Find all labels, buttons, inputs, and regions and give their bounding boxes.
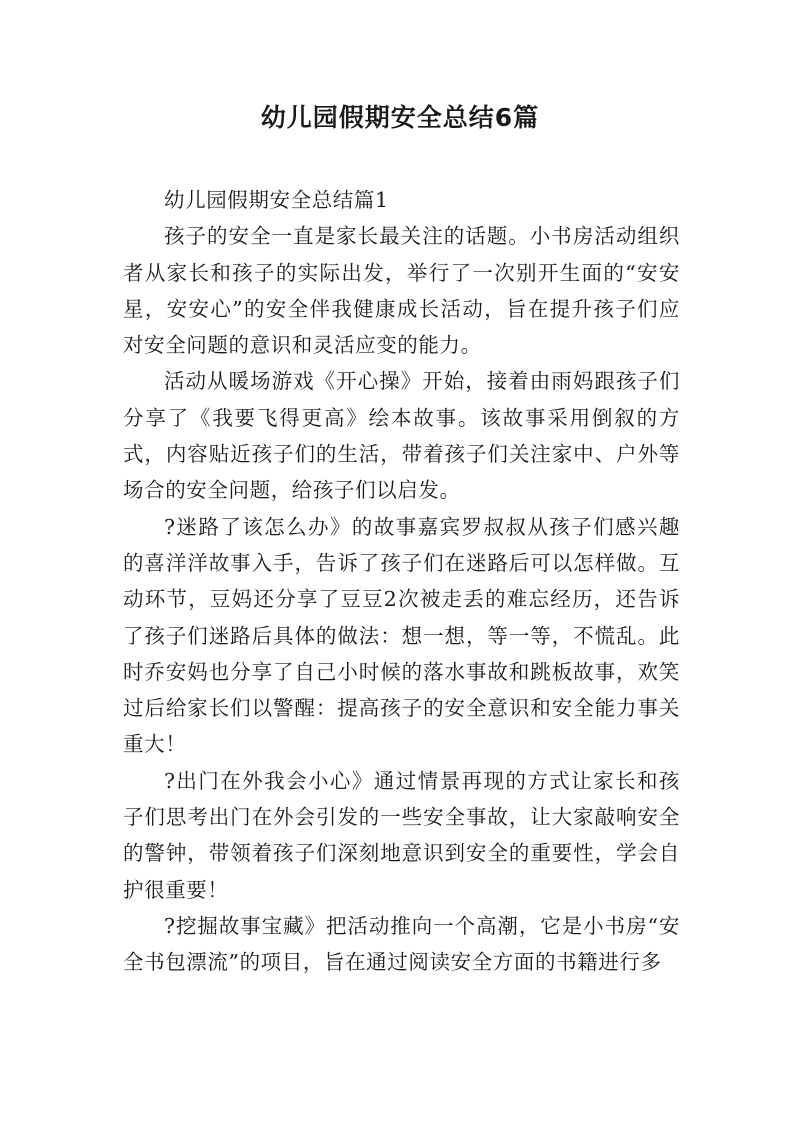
- paragraph: ?挖掘故事宝藏》把活动推向一个高潮，它是小书房“安全书包漂流”的项目，旨在通过阅读安全方面的书籍进行多: [123, 913, 680, 975]
- paragraph: ?迷路了该怎么办》的故事嘉宾罗叔叔从孩子们感兴趣的喜洋洋故事入手，告诉了孩子们在迷路后可以怎样做。互动环节，豆妈还分享了豆豆2次被走丢的难忘经历，还告诉了孩子们迷路后具体的做法：想一想，等一等，不慌乱。此时乔安妈也分享了自己小时候的落水事故和跳板故事，欢笑过后给家长们以警醒：提高孩子的安全意识和安全能力事关重大！: [123, 514, 680, 757]
- document-body: [123, 182, 680, 981]
- paragraph: ?出门在外我会小心》通过情景再现的方式让家长和孩子们思考出门在外会引发的一些安全事故，让大家敲响安全的警钟，带领着孩子们深刻地意识到安全的重要性，学会自护很重要！: [123, 768, 680, 902]
- document-title: 幼儿园假期安全总结6篇: [260, 103, 540, 132]
- paragraph: 孩子的安全一直是家长最关注的话题。小书房活动组织者从家长和孩子的实际出发，举行了一次别开生面的“安安星，安安心”的安全伴我健康成长活动，旨在提升孩子们应对安全问题的意识和灵活应变的能力。: [123, 224, 680, 358]
- section-heading: 幼儿园假期安全总结篇1: [164, 188, 389, 212]
- paragraph: 活动从暖场游戏《开心操》开始，接着由雨妈跟孩子们分享了《我要飞得更高》绘本故事。该故事采用倒叙的方式，内容贴近孩子们的生活，带着孩子们关注家中、户外等场合的安全问题，给孩子们以启发。: [123, 369, 680, 503]
